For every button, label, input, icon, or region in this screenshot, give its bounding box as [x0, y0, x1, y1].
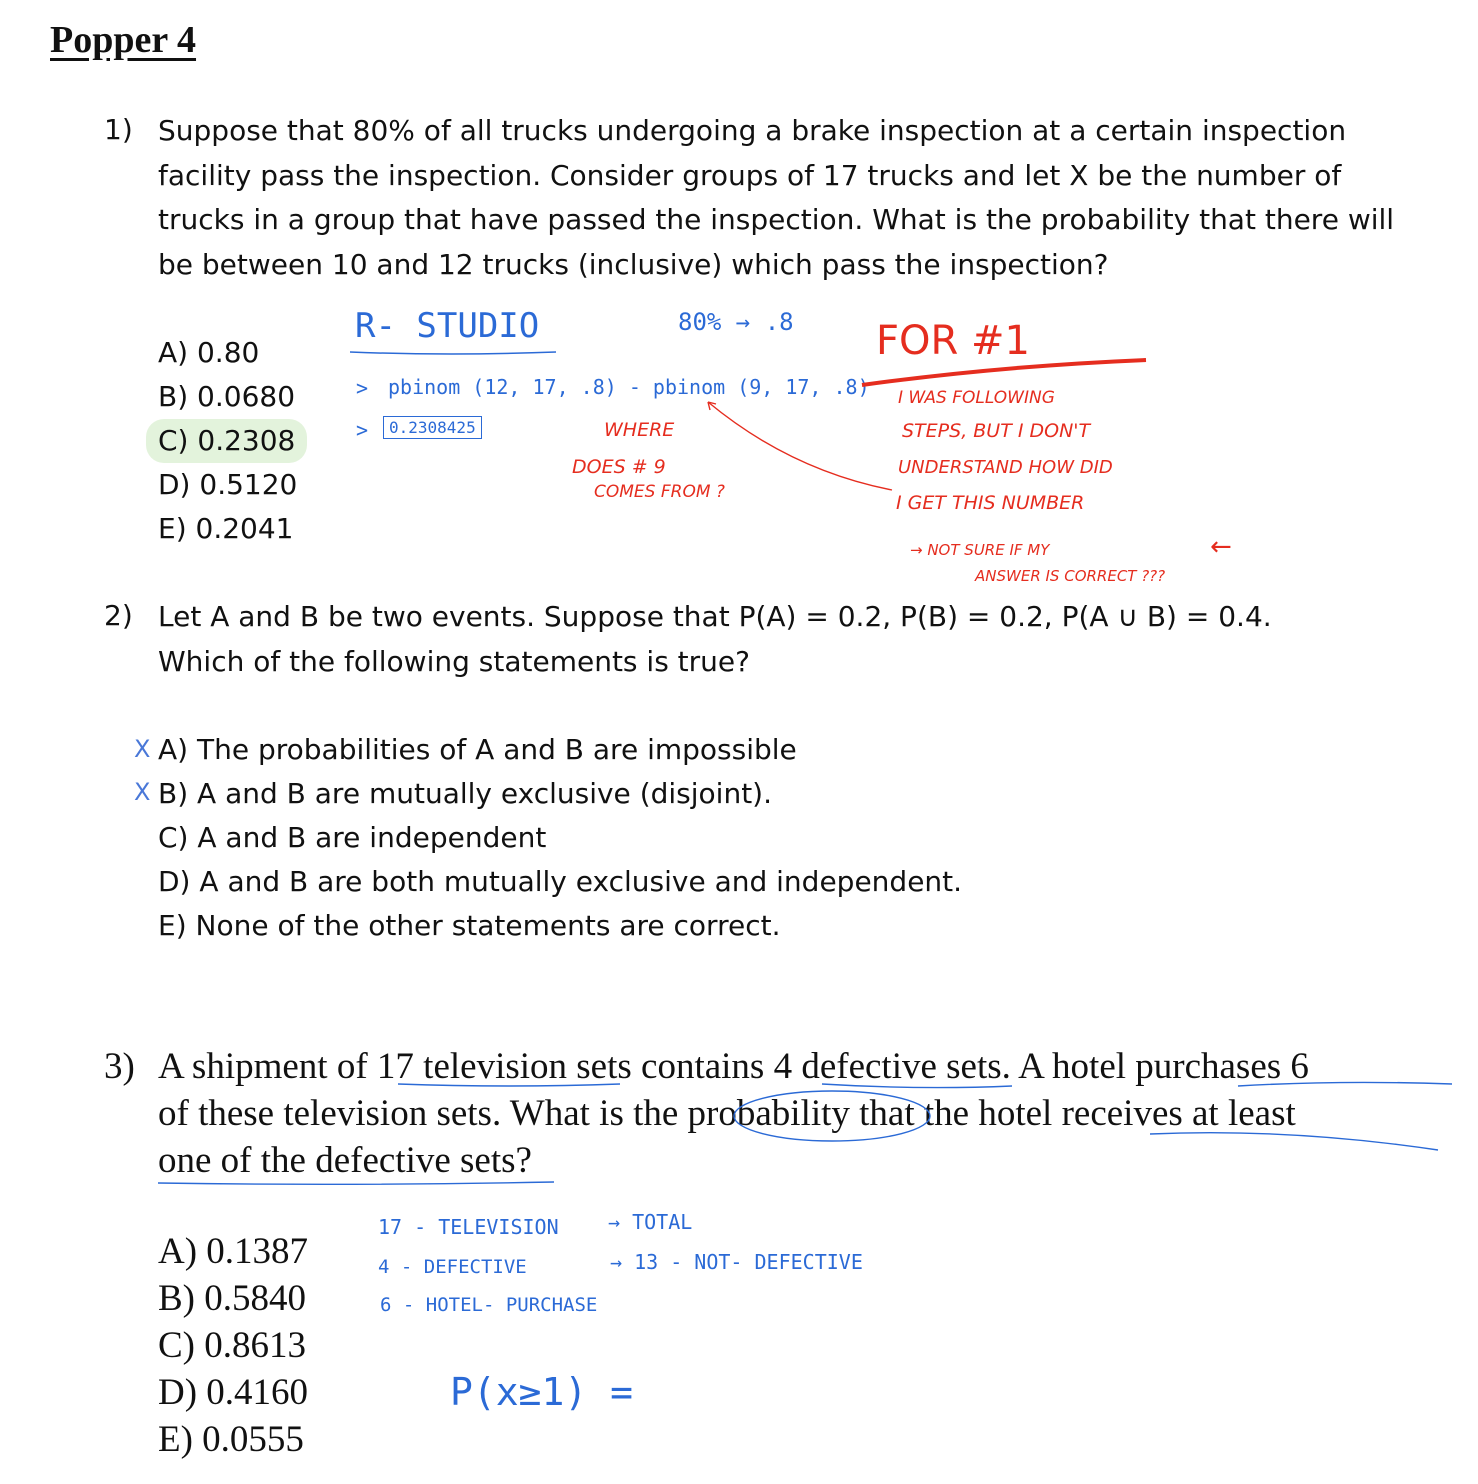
q3-option-a[interactable]: A) 0.1387 [158, 1231, 309, 1272]
q1-option-d[interactable]: D) 0.5120 [158, 468, 298, 501]
cross-mark-icon: X [134, 735, 151, 763]
where-line-2: DOES # 9 [572, 456, 666, 478]
q3-option-c[interactable]: C) 0.8613 [158, 1325, 306, 1366]
r-code: pbinom (12, 17, .8) - pbinom (9, 17, .8) [388, 375, 870, 399]
q1-number: 1) [104, 113, 133, 146]
r-result: 0.2308425 [383, 416, 482, 439]
q2-option-b[interactable]: B) A and B are mutually exclusive (disjoint). [158, 777, 772, 810]
q1-line: be between 10 and 12 trucks (inclusive) which pass the inspection? [158, 247, 1109, 281]
q2-text [158, 595, 1272, 684]
q1-option-c[interactable] [158, 419, 307, 463]
q1-line: facility pass the inspection. Consider groups of 17 trucks and let X be the number of [158, 158, 1342, 192]
q3-formula: P(x≥1) = [450, 1370, 634, 1414]
page-title: Popper 4 [50, 19, 197, 61]
q1-option-c-highlight: C) 0.2308 [146, 419, 307, 463]
arrow-left-icon: ← [1210, 532, 1232, 562]
q3-note-non-defective: → 13 - NOT- DEFECTIVE [610, 1250, 863, 1274]
q3-note-total: → TOTAL [608, 1210, 693, 1234]
percent-note: 80% → .8 [678, 308, 794, 336]
q3-option-d[interactable]: D) 0.4160 [158, 1372, 309, 1413]
q1-text [158, 109, 1394, 287]
q1-option-a[interactable]: A) 0.80 [158, 336, 260, 369]
q1-line: trucks in a group that have passed the inspection. What is the probability that there will [158, 203, 1395, 236]
q2-options [158, 728, 962, 948]
q3-line: A shipment of 17 television sets contains 4 defective sets. A hotel purchases 6 [158, 1046, 1309, 1087]
prompt-1: > [356, 376, 369, 400]
q3-note-line-1: 17 - TELEVISION [378, 1215, 559, 1239]
comment-line-2: STEPS, BUT I DON'T [902, 420, 1091, 442]
q1-line: Suppose that 80% of all trucks undergoing a brake inspection at a certain inspection [158, 114, 1347, 147]
q2-option-a[interactable]: A) The probabilities of A and B are impossible [158, 733, 797, 766]
q3-number: 3) [104, 1046, 135, 1087]
rstudio-underline [350, 352, 556, 354]
q3-text [158, 1043, 1309, 1184]
q3-option-e[interactable]: E) 0.0555 [158, 1419, 304, 1460]
q1-option-b[interactable]: B) 0.0680 [158, 380, 296, 413]
comment-line-3: UNDERSTAND HOW DID [898, 457, 1113, 478]
comment-line-4: I GET THIS NUMBER [896, 492, 1085, 514]
q1-options [158, 331, 307, 551]
where-line-3: COMES FROM ? [594, 482, 725, 502]
pointer-arrowhead-icon [708, 402, 716, 410]
q3-line: one of the defective sets? [158, 1140, 532, 1181]
q3-line: of these television sets. What is the probability that the hotel receives at least [158, 1093, 1296, 1134]
rstudio-label: R- STUDIO [355, 306, 540, 346]
q1-option-e[interactable]: E) 0.2041 [158, 512, 294, 545]
q2-line: Which of the following statements is true? [158, 644, 751, 678]
q2-line: Let A and B be two events. Suppose that P(A) = 0.2, P(B) = 0.2, P(A ∪ B) = 0.4. [158, 600, 1272, 633]
for-heading: FOR #1 [876, 318, 1030, 364]
pointer-arrow-icon [708, 402, 892, 490]
unsure-line-1: → NOT SURE IF MY [910, 541, 1050, 559]
where-line-1: WHERE [604, 419, 675, 441]
cross-mark-icon: X [134, 778, 151, 806]
q3-note-line-3: 6 - HOTEL- PURCHASE [380, 1294, 598, 1316]
q3-options [158, 1228, 308, 1463]
q2-option-c[interactable]: C) A and B are independent [158, 821, 547, 854]
prompt-2: > [356, 418, 369, 442]
q2-number: 2) [104, 599, 133, 632]
comment-line-1: I WAS FOLLOWING [898, 388, 1055, 408]
unsure-line-2: ANSWER IS CORRECT ??? [975, 567, 1166, 585]
q2-option-d[interactable]: D) A and B are both mutually exclusive and independent. [158, 865, 963, 898]
q3-note-line-2: 4 - DEFECTIVE [378, 1256, 527, 1278]
q3-option-b[interactable]: B) 0.5840 [158, 1278, 306, 1319]
q2-option-e[interactable]: E) None of the other statements are correct. [158, 909, 781, 942]
